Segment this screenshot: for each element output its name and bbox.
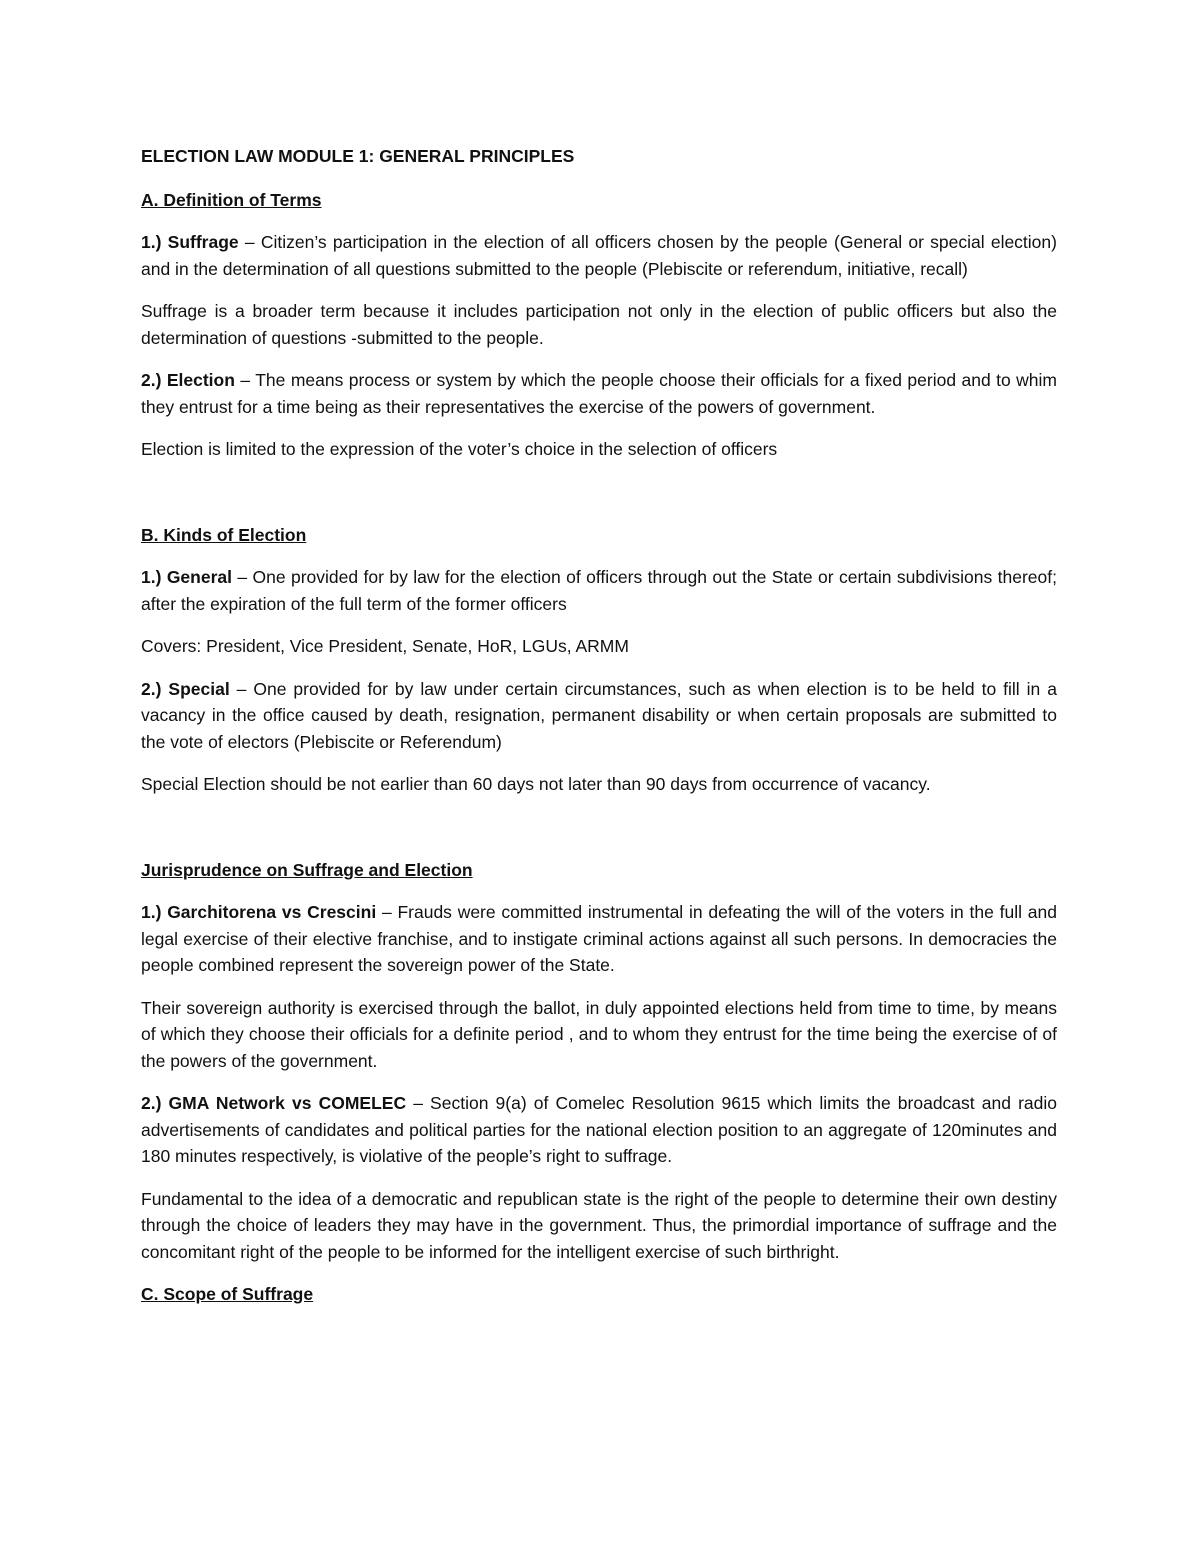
paragraph-gma-case [141, 1090, 1057, 1170]
paragraph-garchitorena-case [141, 899, 1057, 979]
term-label: 2.) Special [141, 678, 230, 699]
term-label: 1.) General [141, 567, 232, 587]
paragraph-suffrage-note: Suffrage is a broader term because it includes participation not only in the election of public officers but also the determination of questions -submitted to the people. [141, 301, 1057, 348]
case-label: 2.) GMA Network vs COMELEC [141, 1093, 407, 1113]
section-spacer [141, 479, 1057, 522]
paragraph-election-note: Election is limited to the expression of the voter’s choice in the selection of officers [141, 439, 778, 459]
paragraph-special-note: Special Election should be not earlier than 60 days not later than 90 days from occurrence of vacancy. [141, 774, 931, 794]
paragraph-election-definition [141, 367, 1057, 420]
paragraph-general-election [141, 564, 1057, 617]
term-text: – Citizen’s participation in the election of all officers chosen by the people (General or special election) and in the determination of all questions submitted to the people (Plebiscite or referendum, initiative, recall) [141, 232, 1057, 279]
term-text: – One provided for by law for the election of officers through out the State or certain subdivisions thereof; after the expiration of the full term of the former officers [141, 567, 1057, 614]
document-page [141, 143, 1057, 1324]
term-label: 1.) Suffrage [141, 232, 239, 252]
paragraph-suffrage-definition [141, 229, 1057, 282]
section-heading-jurisprudence: Jurisprudence on Suffrage and Election [141, 859, 473, 880]
case-text: – Section 9(a) of Comelec Resolution 9615 which limits the broadcast and radio advertisements of candidates and political parties for the national election position to an aggregate of 120minutes and 180 minutes respectively, is violative of the people’s right to suffrage. [141, 1093, 1057, 1166]
paragraph-special-election [141, 676, 1057, 756]
term-text: – The means process or system by which the people choose their officials for a fixed period and to whim they entrust for a time being as their representatives the exercise of the powers of government. [141, 370, 1058, 417]
paragraph-fundamental-right: Fundamental to the idea of a democratic and republican state is the right of the people to determine their own destiny through the choice of leaders they may have in the government. Thus, the primordial importance of suffrage and the concomitant right of the people to be informed for the intelligent exercise of such birthright. [141, 1188, 1057, 1262]
document-title: ELECTION LAW MODULE 1: GENERAL PRINCIPLES [141, 146, 575, 166]
section-heading-kinds-of-election: B. Kinds of Election [141, 524, 307, 545]
term-text: – One provided for by law under certain circumstances, such as when election is to be held to fill in a vacancy in the office caused by death, resignation, permanent disability or when certain proposals are submitted to the vote of electors (Plebiscite or Referendum) [141, 678, 1057, 752]
section-heading-scope-of-suffrage: C. Scope of Suffrage [141, 1284, 314, 1304]
term-label: 2.) Election [141, 370, 235, 390]
case-text: – Frauds were committed instrumental in defeating the will of the voters in the full and legal exercise of their elective franchise, and to instigate criminal actions against all such persons. In democracies the people combined represent the sovereign power of the State. [141, 902, 1057, 975]
section-heading-definition-of-terms: A. Definition of Terms [141, 189, 322, 210]
paragraph-sovereign-authority: Their sovereign authority is exercised through the ballot, in duly appointed elections held from time to time, by means of which they choose their officials for a definite period , and to whom they entrust for the time being the exercise of of the powers of the government. [141, 997, 1057, 1071]
section-spacer [141, 814, 1057, 857]
case-label: 1.) Garchitorena vs Crescini [141, 902, 377, 922]
paragraph-general-covers: Covers: President, Vice President, Senate, HoR, LGUs, ARMM [141, 636, 629, 656]
